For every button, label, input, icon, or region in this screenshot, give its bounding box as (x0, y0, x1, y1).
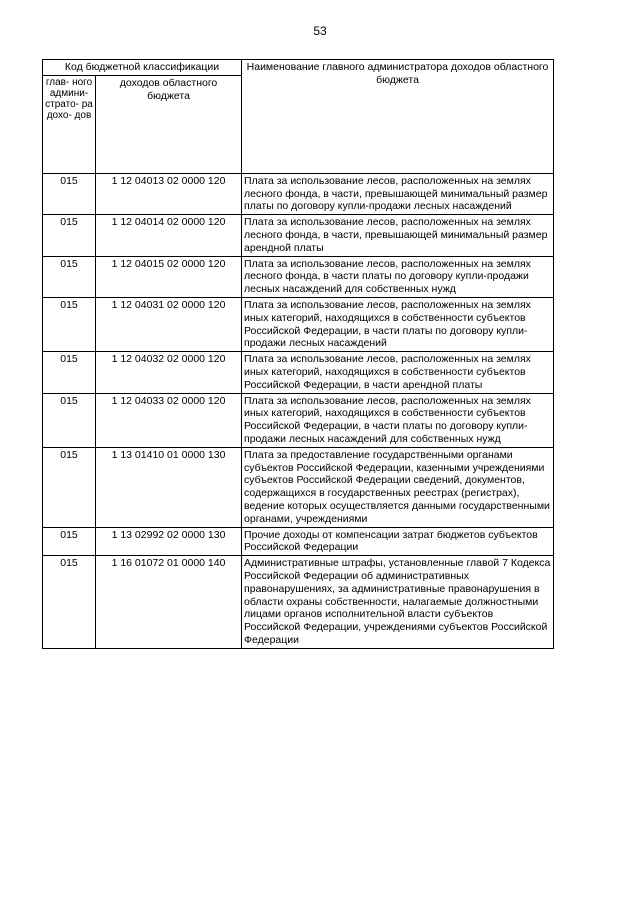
income-code-cell: 1 12 04015 02 0000 120 (96, 256, 242, 297)
income-name-cell: Плата за использование лесов, расположенных на землях лесного фонда, в части, превышающей минимальный размер арендной платы (242, 215, 554, 256)
chief-administrator-header: глав- ного админи- страто- ра дохо- дов (43, 75, 96, 173)
page-number: 53 (313, 24, 327, 38)
income-code-cell: 1 12 04014 02 0000 120 (96, 215, 242, 256)
income-code-cell: 1 13 01410 01 0000 130 (96, 447, 242, 527)
budget-code-group-header: Код бюджетной классификации (43, 60, 242, 76)
admin-code-cell: 015 (43, 393, 96, 447)
income-name-cell: Плата за использование лесов, расположенных на землях иных категорий, находящихся в собственности субъектов Российской Федерации, в части арендной платы (242, 352, 554, 393)
income-code-cell: 1 12 04031 02 0000 120 (96, 297, 242, 351)
income-name-cell: Административные штрафы, установленные главой 7 Кодекса Российской Федерации об административных правонарушениях, за административные правонарушения в области охраны собственности, налагаемые должностными лицами органов исполнительной власти субъектов Российской Федерации, учреждениями субъектов Российской Федерации (242, 556, 554, 649)
income-name-cell: Плата за использование лесов, расположенных на землях иных категорий, находящихся в собственности субъектов Российской Федерации, в части платы по договору купли-продажи лесных насаждений (242, 297, 554, 351)
income-code-cell: 1 16 01072 01 0000 140 (96, 556, 242, 649)
table-row (43, 352, 554, 393)
income-name-cell: Плата за использование лесов, расположенных на землях лесного фонда, в части платы по договору купли-продажи лесных насаждений для собственных нужд (242, 256, 554, 297)
budget-classification-table (42, 59, 554, 649)
admin-code-cell: 015 (43, 447, 96, 527)
table-row (43, 447, 554, 527)
table-row (43, 527, 554, 556)
income-code-cell: 1 12 04013 02 0000 120 (96, 173, 242, 214)
admin-code-cell: 015 (43, 352, 96, 393)
admin-code-cell: 015 (43, 256, 96, 297)
income-code-cell: 1 12 04032 02 0000 120 (96, 352, 242, 393)
income-code-cell: 1 13 02992 02 0000 130 (96, 527, 242, 556)
table-row (43, 173, 554, 214)
admin-code-cell: 015 (43, 297, 96, 351)
income-code-cell: 1 12 04033 02 0000 120 (96, 393, 242, 447)
admin-code-cell: 015 (43, 215, 96, 256)
income-name-cell: Плата за использование лесов, расположенных на землях лесного фонда, в части, превышающей минимальный размер платы по договору купли-продажи лесных насаждений (242, 173, 554, 214)
admin-code-cell: 015 (43, 173, 96, 214)
income-name-cell: Плата за предоставление государственными органами субъектов Российской Федерации, казенными учреждениями субъектов Российской Федерации сведений, документов, содержащихся в государственных реестрах (регистрах), ведение которых осуществляется данными государственными органами, учреждениями (242, 447, 554, 527)
admin-code-cell: 015 (43, 527, 96, 556)
admin-code-cell: 015 (43, 556, 96, 649)
table-row (43, 297, 554, 351)
table-row (43, 556, 554, 649)
income-name-cell: Плата за использование лесов, расположенных на землях иных категорий, находящихся в собственности субъектов Российской Федерации, в части платы по договору купли-продажи лесных насаждений для собственных нужд (242, 393, 554, 447)
administrator-name-header: Наименование главного администратора доходов областного бюджета (242, 60, 554, 174)
table-row (43, 215, 554, 256)
table-row (43, 256, 554, 297)
income-name-cell: Прочие доходы от компенсации затрат бюджетов субъектов Российской Федерации (242, 527, 554, 556)
table-row (43, 393, 554, 447)
regional-income-header: доходов областного бюджета (96, 75, 242, 173)
